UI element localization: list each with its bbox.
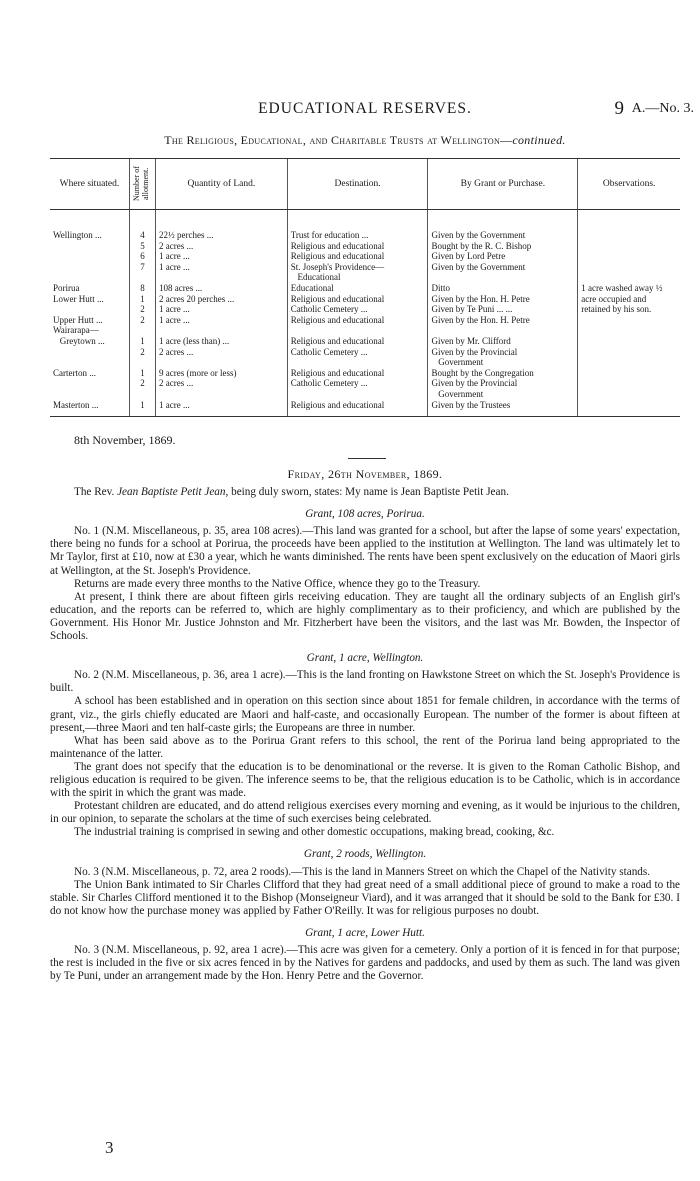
page-number: 9 <box>614 98 624 119</box>
paragraph: The Union Bank intimated to Sir Charles Clifford that they had great need of a small additional piece of ground to make a road to the stable. Sir Charles Clifford mentioned it to the Bishop (Monseigneur Viard), and it was arranged that it should be sold to the Bank for £30. I do not know how the purchase money was applied by Father O'Reilly. It was for religious purposes no doubt. <box>50 878 680 917</box>
paragraph: Protestant children are educated, and do attend religious exercises every morning and evening, as it would be injurious to the children, in our opinion, to separate the scholars at the time of such exercises being celebrated. <box>50 800 680 826</box>
table-caption-text: The Religious, Educational, and Charitable Trusts at Wellington— <box>164 133 513 147</box>
paragraph: The grant does not specify that the education is to be denominational or the reverse. It is given to the Roman Catholic Bishop, and religious education is required to be given. The inference seems to be, that the religious education is to be Catholic, which is in accordance with the spirit in which the grant was made. <box>50 760 680 800</box>
table-row <box>50 400 680 417</box>
cell-qty: 1 acre ... 1 acre (less than) ... 2 acres ... <box>156 315 288 368</box>
cell-place: Masterton ... <box>50 400 129 417</box>
cell-place: Wellington ... <box>53 230 102 240</box>
col-header-place: Where situated. <box>50 159 129 210</box>
paragraph: No. 3 (N.M. Miscellaneous, p. 92, area 1 acre).—This acre was given for a cemetery. Only a portion of it is fenced in for that purpose; the rest is included in the five or six acres fenced in by the Natives for gardens and paddocks, and used by them as such. The land was given by Te Puni, under an arrangement made by the Hon. Henry Petre and the Governor. <box>50 944 680 983</box>
cell-grant: Given by the Trustees <box>428 400 578 417</box>
page <box>50 0 694 1157</box>
cell-qty: 1 acre ... <box>156 400 288 417</box>
paragraph: No. 3 (N.M. Miscellaneous, p. 72, area 2 roods).—This is the land in Manners Street on which the Chapel of the Nativity stands. <box>74 865 651 878</box>
paragraph: No. 1 (N.M. Miscellaneous, p. 35, area 108 acres).—This land was granted for a school, but after the lapse of some years' expectation, there being no funds for a school at Porirua, the proceeds have been applied to the institution at Wellington. The land was ultimately let to Mr Taylor, first at £10, now at £30 a year, which he wants diminished. The rents have been spent exclusively on the education of Maori girls at Wellington, at the St. Joseph's Providence. <box>50 525 680 577</box>
col-header-allotment-text: Number of allotment. <box>131 166 150 202</box>
paragraph: Returns are made every three months to the Native Office, whence they go to the Treasury. <box>74 577 481 590</box>
table-row <box>50 210 680 283</box>
sitting-date-text: Friday, 26th November, 1869. <box>287 467 443 481</box>
cell-obs <box>578 400 680 417</box>
cell-dest: Religious and educational <box>287 400 428 417</box>
col-header-observations: Observations. <box>578 159 680 210</box>
col-header-quantity: Quantity of Land. <box>156 159 288 210</box>
intro-pre: The Rev. <box>74 486 118 499</box>
paper-reference: A.—No. 3. <box>631 101 694 116</box>
cell-place: Carterton ... <box>53 367 96 378</box>
paragraph: No. 2 (N.M. Miscellaneous, p. 36, area 1 acre).—This is the land fronting on Hawkstone Street on which the St. Joseph's Providence is built. <box>50 669 680 695</box>
paragraph: What has been said above as to the Porirua Grant refers to this school, the rent of the Porirua land being appropriated to the maintenance of the latter. <box>50 734 680 760</box>
cell-obs <box>578 210 680 283</box>
cell-qty: 9 acres (more or less) 2 acres ... <box>156 368 288 400</box>
cell-qty: 108 acres ... 2 acres 20 perches ... 1 acre ... <box>156 283 288 315</box>
cell-obs: 1 acre washed away ½ acre occupied and retained by his son. <box>578 283 680 315</box>
grant-sections <box>50 508 680 983</box>
col-header-allotment <box>129 159 155 210</box>
date-line: 8th November, 1869. <box>74 433 176 447</box>
page-header <box>50 0 694 119</box>
witness-intro <box>50 486 680 499</box>
table-caption <box>50 133 680 148</box>
cell-obs <box>578 315 680 368</box>
section-heading: Grant, 2 roods, Wellington. <box>303 848 427 861</box>
signature-mark: 3 <box>105 1138 114 1157</box>
cell-qty: 22½ perches ... 2 acres ... 1 acre ... 1 acre ... <box>156 210 288 283</box>
table-caption-continued: continued. <box>512 133 566 147</box>
table-row <box>50 283 680 315</box>
cell-grant: Ditto Given by the Hon. H. Petre Given by Te Puni ... ... <box>428 283 578 315</box>
col-header-destination: Destination. <box>287 159 428 210</box>
cell-dest: Trust for education ... Religious and educational Religious and educational St. Joseph's Providence— Educational <box>287 210 428 283</box>
running-title: EDUCATIONAL RESERVES. <box>258 100 472 117</box>
cell-nos: 1 <box>129 400 155 417</box>
section-heading: Grant, 1 acre, Lower Hutt. <box>305 926 425 939</box>
cell-dest: Religious and educational Catholic Cemetery ... <box>287 368 428 400</box>
table-row <box>50 368 680 400</box>
cell-nos: 2 1 2 <box>129 315 155 368</box>
cell-nos: 8 1 2 <box>129 283 155 315</box>
cell-grant: Given by the Government Bought by the R. C. Bishop Given by Lord Petre Given by the Government <box>428 210 578 283</box>
section-heading: Grant, 108 acres, Porirua. <box>305 508 425 521</box>
intro-post: , being duly sworn, states: My name is Jean Baptiste Petit Jean. <box>225 486 509 499</box>
witness-name: Jean Baptiste Petit Jean <box>117 486 226 499</box>
trusts-table <box>50 158 680 417</box>
cell-nos: 4 5 6 7 <box>129 210 155 283</box>
table-row <box>50 315 680 368</box>
cell-place: Upper Hutt ... Wairarapa— Greytown ... <box>53 314 105 346</box>
paragraph: The industrial training is comprised in sewing and other domestic occupations, making bread, cooking, &c. <box>74 826 555 839</box>
cell-nos: 1 2 <box>129 368 155 400</box>
table-header-row <box>50 159 680 210</box>
cell-obs <box>578 368 680 400</box>
cell-dest: Religious and educational Religious and educational Catholic Cemetery ... <box>287 315 428 368</box>
cell-place: Porirua Lower Hutt ... <box>53 282 104 304</box>
evidence-body <box>50 468 680 983</box>
divider-rule <box>348 458 386 459</box>
section-heading: Grant, 1 acre, Wellington. <box>306 652 424 665</box>
col-header-grant: By Grant or Purchase. <box>428 159 578 210</box>
cell-grant: Given by the Hon. H. Petre Given by Mr. Clifford Given by the Provincial Government <box>428 315 578 368</box>
cell-grant: Bought by the Congregation Given by the Provincial Government <box>428 368 578 400</box>
paragraph: At present, I think there are about fifteen girls receiving education. They are taught all the ordinary subjects of an English girl's education, and the reports can be referred to, which are highly complimentary as to their proficiency, and which are published by the Government. His Honor Mr. Justice Johnston and Mr. Fitzherbert have been the visitors, and the last was Mr. Bowden, the Inspector of Schools. <box>50 590 680 643</box>
sitting-date <box>50 468 680 482</box>
paragraph: A school has been established and in operation on this section since about 1851 for female children, in accordance with the terms of grant, viz., the girls chiefly educated are Maori and half-caste, and occasionally European. The number of the former is about fifteen at present,—three Maori and ten half-caste girls; the Europeans are three in number. <box>50 695 680 734</box>
cell-dest: Educational Religious and educational Catholic Cemetery ... <box>287 283 428 315</box>
